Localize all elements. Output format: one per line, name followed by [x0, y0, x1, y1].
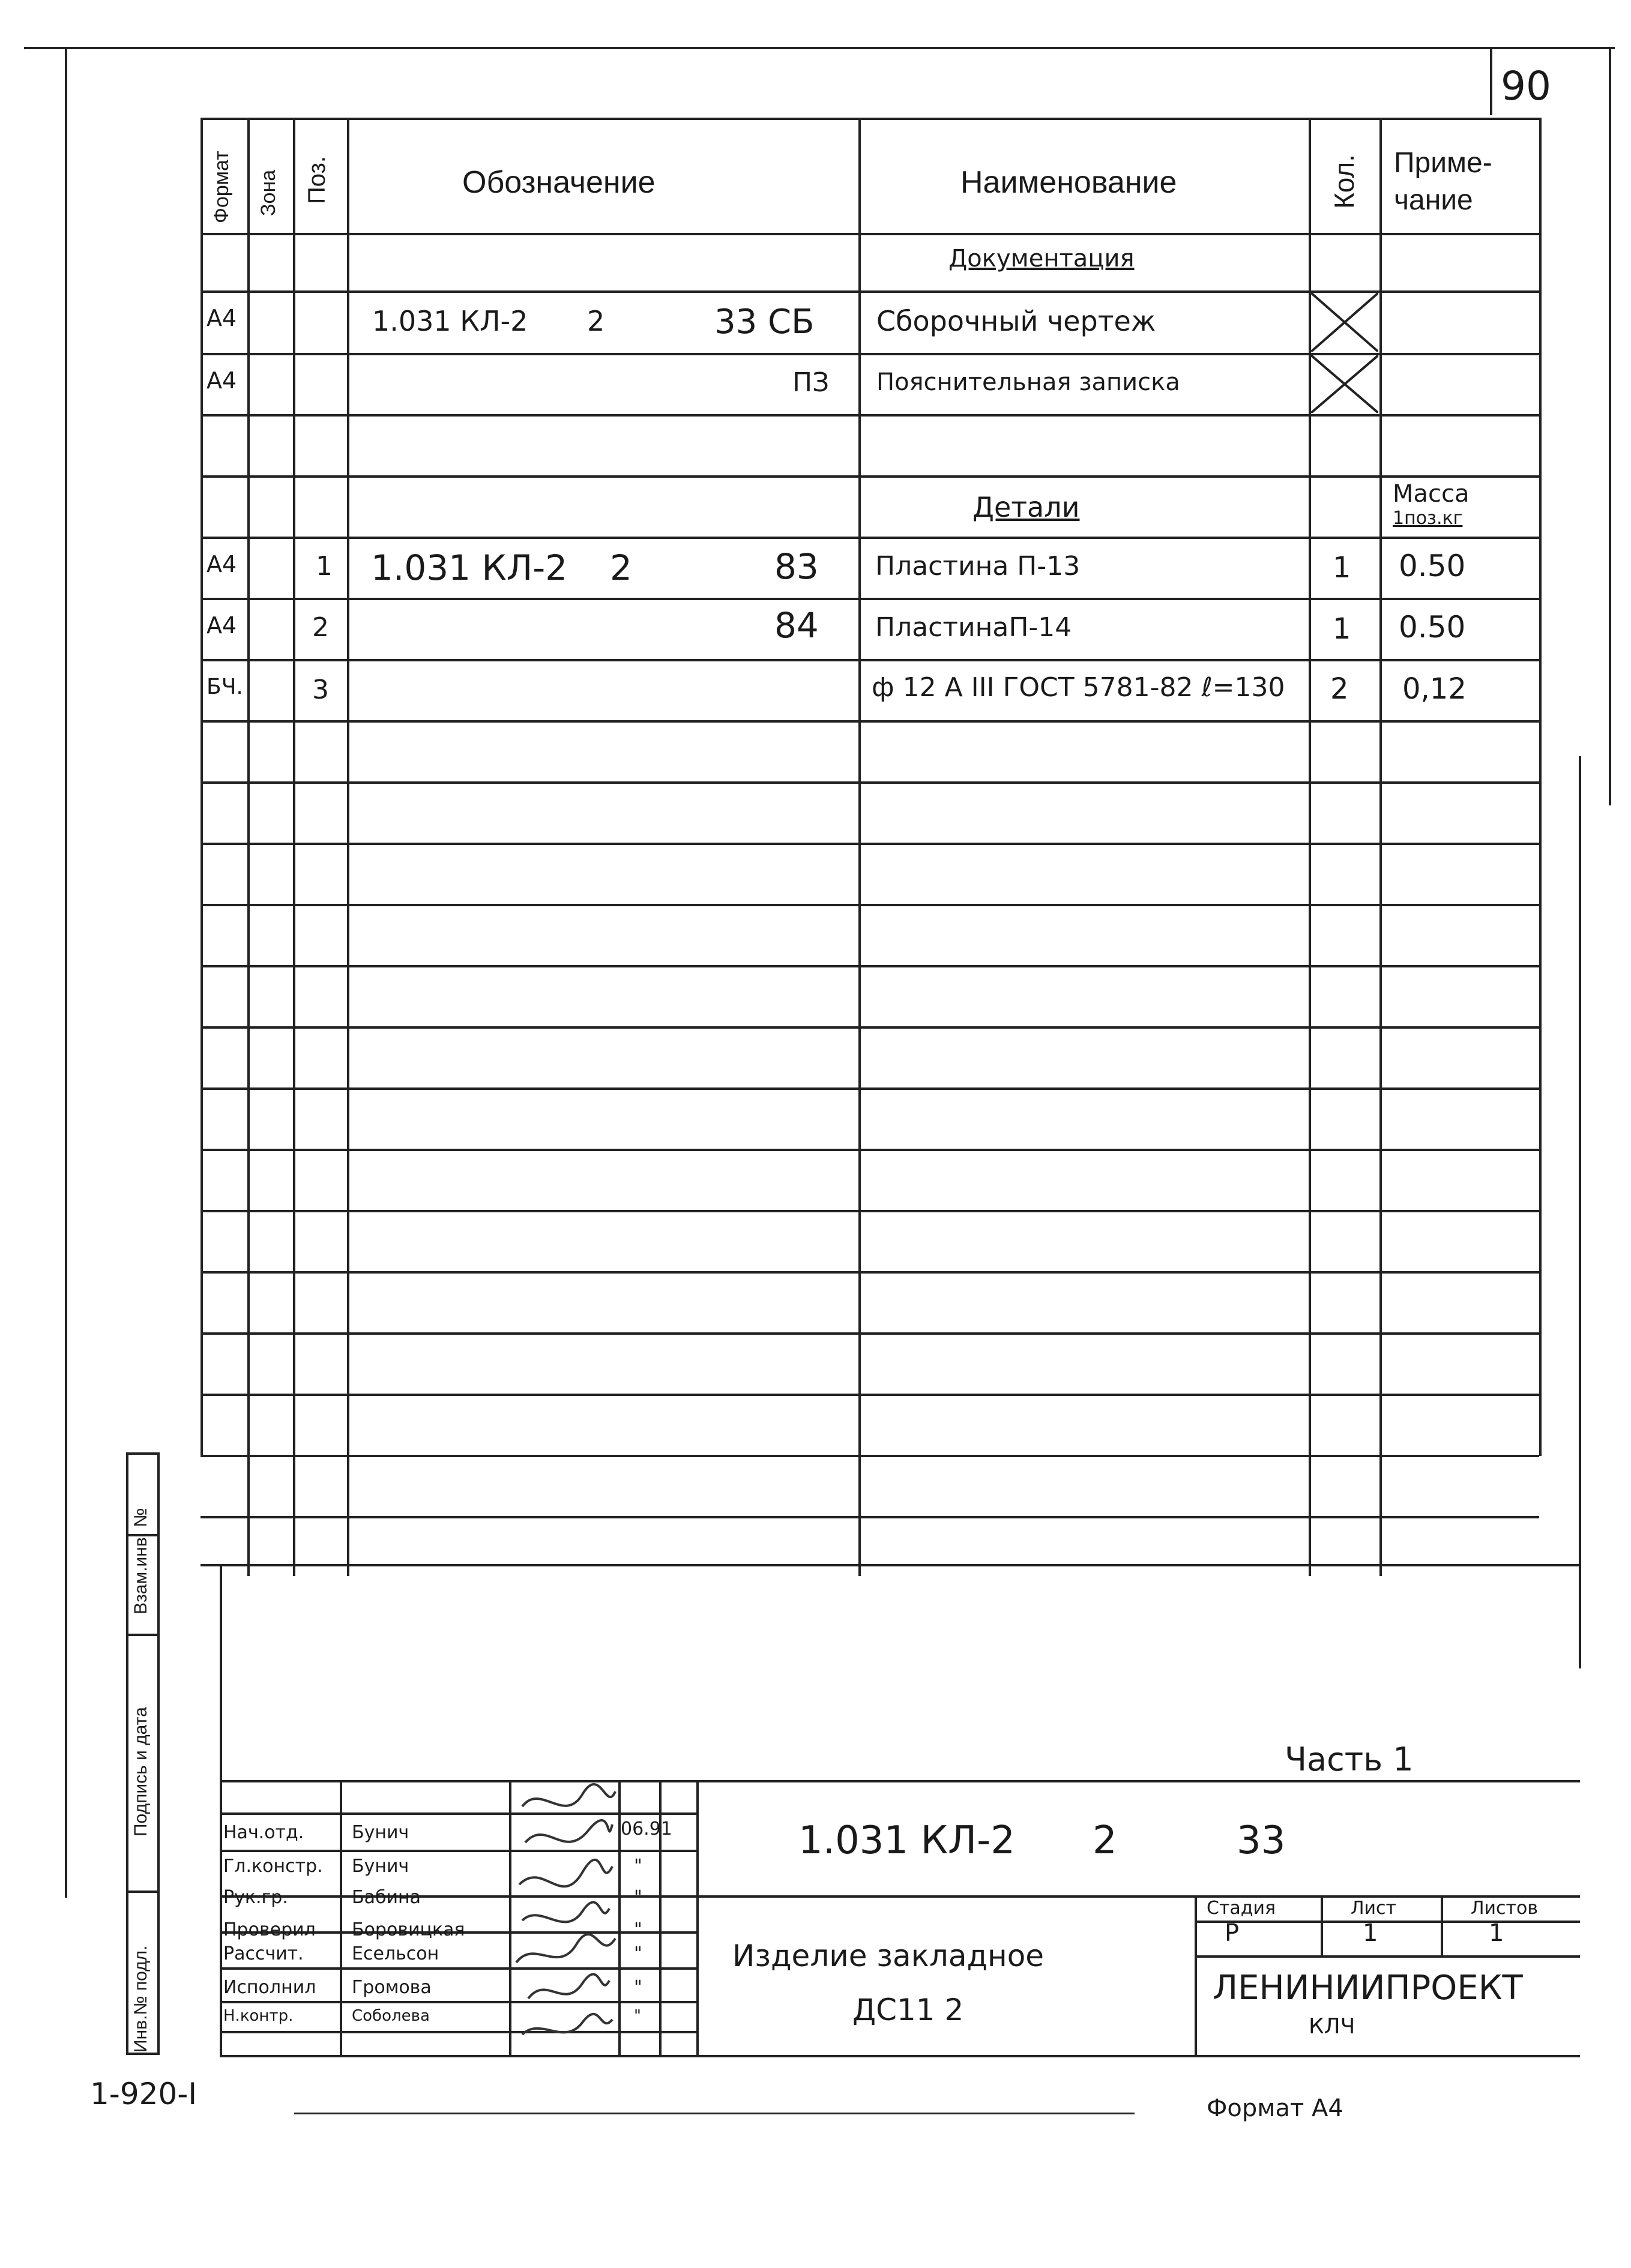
header-name: Наименование [960, 165, 1177, 200]
detail-row-1-note: 0.50 [1399, 549, 1466, 583]
mass-note-line2: 1поз.кг [1393, 508, 1463, 529]
stamp-vzam-inv: Взам.инв. № [131, 1508, 151, 1614]
header-pos: Поз. [304, 156, 330, 204]
signer-role: Гл.констр. [223, 1856, 323, 1877]
signer-role: Н.контр. [223, 2007, 294, 2025]
bottom-format-label: Формат А4 [1207, 2095, 1343, 2122]
title-sheets-value: 1 [1489, 1919, 1504, 1947]
title-item-line2: ДС11 2 [852, 1993, 964, 2027]
signer-name: Соболева [352, 2007, 430, 2025]
title-stage-value: Р [1225, 1919, 1240, 1947]
signer-name: Бунич [352, 1822, 409, 1843]
detail-row-2-format: А4 [207, 612, 237, 639]
header-qty: Кол. [1328, 154, 1360, 209]
signer-date: " [634, 1943, 642, 1964]
signer-date: " [634, 1856, 642, 1877]
doc-row-1-qty-cross [1311, 293, 1378, 352]
doc-row-1-designation-c: 33 СБ [714, 302, 815, 341]
title-item-line1: Изделие закладное [732, 1939, 1045, 1973]
detail-row-3-format: БЧ. [207, 675, 243, 699]
title-code-c: 33 [1237, 1818, 1286, 1863]
signer-date: " [634, 2007, 641, 2025]
signer-name: Бабина [352, 1887, 421, 1908]
detail-row-1-pos: 1 [316, 551, 333, 582]
title-sheet-value: 1 [1363, 1919, 1378, 1947]
detail-row-3-name: ф 12 А III ГОСТ 5781-82 ℓ=130 [872, 672, 1285, 703]
detail-row-3-note: 0,12 [1402, 672, 1467, 706]
title-org-sub: КЛЧ [1309, 2014, 1355, 2039]
signatures [510, 1782, 618, 2053]
signer-name: Боровицкая [352, 1919, 465, 1940]
doc-row-2-name: Пояснительная записка [876, 368, 1180, 396]
detail-row-3-qty: 2 [1330, 672, 1349, 706]
stamp-podpis-data: Подпись и дата [131, 1707, 151, 1836]
title-code-b: 2 [1093, 1818, 1117, 1863]
detail-row-1-designation-b: 2 [610, 547, 632, 588]
signer-name: Громова [352, 1977, 432, 1998]
header-designation: Обозначение [462, 165, 656, 200]
detail-row-1-designation-a: 1.031 КЛ-2 [371, 547, 568, 588]
section-documentation: Документация [948, 245, 1135, 272]
signer-role: Проверил [223, 1919, 316, 1940]
mass-note-line1: Масса [1393, 480, 1470, 508]
signer-role: Рук.гр. [223, 1887, 288, 1908]
signer-role: Рассчит. [223, 1943, 304, 1964]
header-format: Формат [210, 151, 233, 223]
section-details: Детали [972, 491, 1080, 523]
detail-row-2-name: ПластинаП-14 [875, 612, 1072, 643]
title-sheets-label: Листов [1471, 1898, 1539, 1919]
signer-name: Есельсон [352, 1943, 439, 1964]
sheet-number: 90 [1501, 63, 1551, 109]
doc-row-2-format: А4 [207, 367, 237, 394]
signer-date: " [634, 1977, 642, 1998]
doc-row-1-name: Сборочный чертеж [876, 305, 1156, 337]
part-label: Часть 1 [1285, 1740, 1414, 1778]
detail-row-1-format: А4 [207, 551, 237, 577]
title-org: ЛЕНИНИИПРОЕКТ [1213, 1969, 1523, 2008]
title-sheet-label: Лист [1351, 1898, 1397, 1919]
detail-row-2-designation-c: 84 [774, 605, 819, 646]
bottom-left-code: 1-920-I [90, 2077, 197, 2111]
signer-date: 06.91 [621, 1818, 672, 1839]
signer-name: Бунич [352, 1856, 409, 1877]
title-code-a: 1.031 КЛ-2 [798, 1818, 1015, 1863]
signer-date: " [634, 1887, 642, 1908]
detail-row-2-pos: 2 [312, 612, 329, 643]
header-note-line2: чание [1394, 184, 1473, 216]
doc-row-2-designation-c: ПЗ [792, 367, 830, 398]
header-note-line1: Приме- [1394, 147, 1492, 179]
detail-row-3-pos: 3 [312, 675, 329, 705]
stamp-inv-podl: Инв.№ подл. [131, 1945, 151, 2053]
header-zone: Зона [257, 169, 280, 216]
detail-row-1-name: Пластина П-13 [875, 551, 1081, 582]
signer-role: Исполнил [223, 1977, 316, 1998]
detail-row-1-designation-c: 83 [774, 546, 819, 587]
doc-row-1-designation-b: 2 [587, 305, 605, 337]
title-stage-label: Стадия [1207, 1898, 1276, 1919]
doc-row-1-designation-a: 1.031 КЛ-2 [372, 305, 528, 337]
signer-role: Нач.отд. [223, 1822, 304, 1843]
detail-row-1-qty: 1 [1333, 551, 1351, 585]
doc-row-1-format: А4 [207, 305, 237, 331]
signer-date: " [634, 1919, 642, 1940]
doc-row-2-qty-cross [1311, 355, 1378, 413]
detail-row-2-qty: 1 [1333, 612, 1351, 646]
detail-row-2-note: 0.50 [1399, 610, 1466, 645]
